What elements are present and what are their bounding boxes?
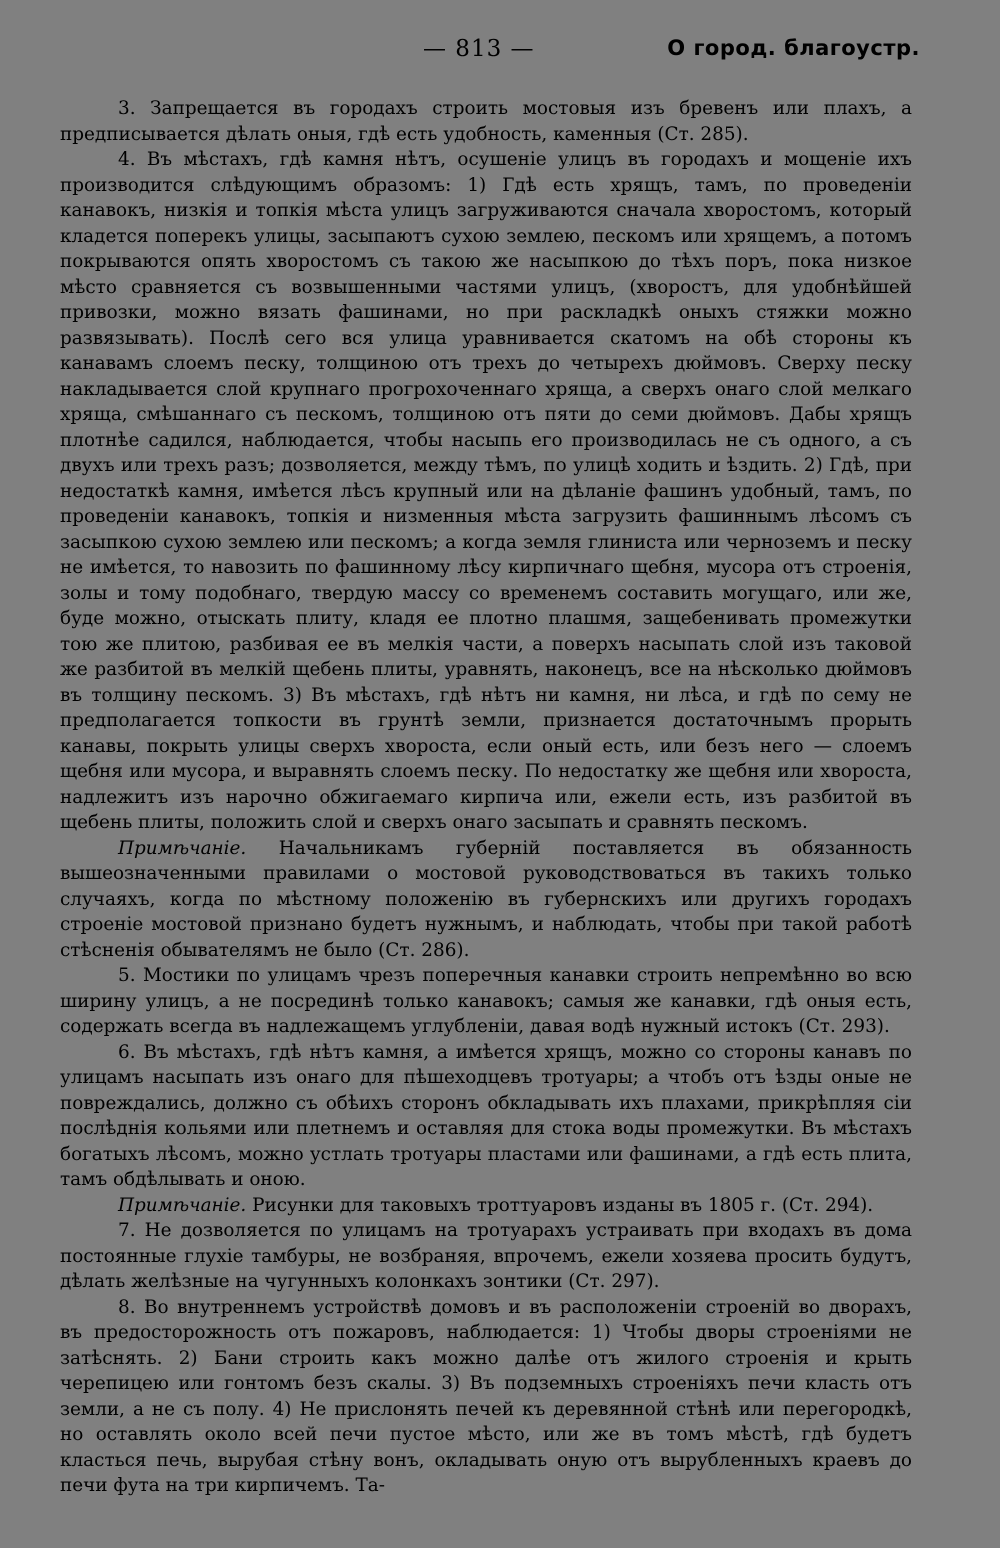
paragraph-text: 8. Во внутреннемъ устройствѣ домовъ и въ расположеніи строеній во дворахъ, въ предосторожность отъ пожаровъ, наблюдается: 1) Чтобы дворы строеніями не затѣснять. 2) Бани строить какъ можно далѣе отъ жилого строенія и крыть черепицею или гонтомъ безъ скалы. 3) Въ подземныхъ строеніяхъ печи класть отъ земли, а не съ полу. 4) Не прислонять печей къ деревянной стѣнѣ или перегородкѣ, но оставлять около всей печи пустое мѣсто, или же въ томъ мѣстѣ, гдѣ будетъ класться печь, вырубая стѣну вонъ, окладывать оную отъ вырубленныхъ краевъ до печи фута на три кирпичемъ. Та- (60, 1296, 912, 1496)
paragraph-article-293 (60, 963, 912, 1040)
paragraph-article-285-street-paving (60, 147, 912, 836)
paragraph-article-285 (60, 96, 912, 147)
page-number: — 813 — (423, 36, 535, 62)
page-header (0, 36, 1000, 70)
body-text (60, 96, 912, 1499)
paragraph-text: 3. Запрещается въ городахъ строить мостовыя изъ бревенъ или плахъ, а предписывается дѣлать оныя, гдѣ есть удобность, каменныя (Ст. 285). (60, 98, 912, 145)
paragraph-text: 5. Мостики по улицамъ чрезъ поперечныя канавки строить непремѣнно во всю ширину улицъ, а не посрединѣ только канавокъ; самыя же канавки, гдѣ оныя есть, содержать всегда въ надлежащемъ углубленіи, давая водѣ нужный истокъ (Ст. 293). (60, 965, 912, 1037)
paragraph-text: 4. Въ мѣстахъ, гдѣ камня нѣтъ, осушеніе улицъ въ городахъ и мощеніе ихъ производится слѣдующимъ образомъ: 1) Гдѣ есть хрящъ, тамъ, по проведеніи канавокъ, низкія и топкія мѣста улицъ загруживаются сначала хворостомъ, который кладется поперекъ улицы, засыпаютъ сухою землею, пескомъ или хрящемъ, а потомъ покрываются опять хворостомъ съ такою же насыпкою до тѣхъ поръ, пока низкое мѣсто сравняется съ возвышенными частями улицъ, (хворостъ, для удобнѣйшей привозки, можно вязать фашинами, но при раскладкѣ оныхъ стяжки можно развязывать). Послѣ сего вся улица уравнивается скатомъ на обѣ стороны къ канавамъ слоемъ песку, толщиною отъ трехъ до четырехъ дюймовъ. Сверху песку накладывается слой крупнаго прогрохоченнаго хряща, а сверхъ онаго слой мелкаго хряща, смѣшаннаго съ пескомъ, толщиною отъ пяти до семи дюймовъ. Дабы хрящъ плотнѣе садился, наблюдается, чтобы насыпь его производилась не съ одного, а съ двухъ или трехъ разъ; дозволяется, между тѣмъ, по улицѣ ходить и ѣздить. 2) Гдѣ, при недостаткѣ камня, имѣется лѣсъ крупный или на дѣланіе фашинъ удобный, тамъ, по проведеніи канавокъ, топкія и низменныя мѣста загрузить фашиннымъ лѣсомъ съ засыпкою сухою землею или пескомъ; а когда земля глиниста или черноземъ и песку не имѣется, то навозить по фашинному лѣсу кирпичнаго щебня, мусора отъ строенія, золы и тому подобнаго, твердую массу со временемъ составить могущаго, или же, буде можно, отыскать плиту, кладя ее плотно плашмя, защебенивать промежутки тою же плитою, разбивая ее въ мелкія части, а поверхъ насыпать слой изъ таковой же разбитой въ мелкій щебень плиты, уравнять, наконецъ, все на нѣсколько дюймовъ въ толщину пескомъ. 3) Въ мѣстахъ, гдѣ нѣтъ ни камня, ни лѣса, и гдѣ по сему не предполагается топкости въ грунтѣ земли, признается достаточнымъ прорыть канавы, покрыть улицы сверхъ хвороста, если оный есть, или безъ него — слоемъ щебня или мусора, и выравнять слоемъ песку. По недостатку же щебня или хвороста, надлежитъ изъ нарочно обжигаемаго кирпича или, ежели есть, изъ разбитой въ щебень плиты, положить слой и сверхъ онаго засыпать и сравнять пескомъ. (60, 149, 912, 833)
paragraph-sidewalks (60, 1040, 912, 1193)
note-label: Примѣчаніе. (118, 1194, 247, 1216)
paragraph-article-297 (60, 1218, 912, 1295)
paragraph-fire-precautions (60, 1295, 912, 1499)
paragraph-note-294 (60, 1193, 912, 1219)
paragraph-text: Рисунки для таковыхъ троттуаровъ изданы въ 1805 г. (Ст. 294). (246, 1194, 874, 1216)
paragraph-note-286 (60, 836, 912, 964)
paragraph-text: 6. Въ мѣстахъ, гдѣ нѣтъ камня, а имѣется хрящъ, можно со стороны канавъ по улицамъ насыпать изъ онаго для пѣшеходцевъ тротуары; а чтобъ отъ ѣзды оные не повреждались, должно съ обѣихъ сторонъ обкладывать ихъ плахами, прикрѣпляя сіи послѣднія кольями или плетнемъ и оставляя для стока воды промежутки. Въ мѣстахъ богатыхъ лѣсомъ, можно устлать тротуары пластами или фашинами, а гдѣ есть плита, тамъ обдѣлывать и оною. (60, 1041, 912, 1190)
paragraph-text: Начальникамъ губерній поставляется въ обязанность вышеозначенными правилами о мостовой руководствоваться въ такихъ только случаяхъ, когда по мѣстному положенію въ губернскихъ или другихъ городахъ строеніе мостовой признано будетъ нужнымъ, и наблюдать, чтобы при такой работѣ стѣсненія обывателямъ не было (Ст. 286). (60, 837, 912, 961)
note-label: Примѣчаніе. (118, 837, 247, 859)
paragraph-text: 7. Не дозволяется по улицамъ на тротуарахъ устраивать при входахъ въ дома постоянные глухіе тамбуры, не возбраняя, впрочемъ, ежели хозяева просить будутъ, дѣлать желѣзные на чугунныхъ колонкахъ зонтики (Ст. 297). (60, 1220, 912, 1292)
running-head: О город. благоустр. (667, 36, 920, 60)
